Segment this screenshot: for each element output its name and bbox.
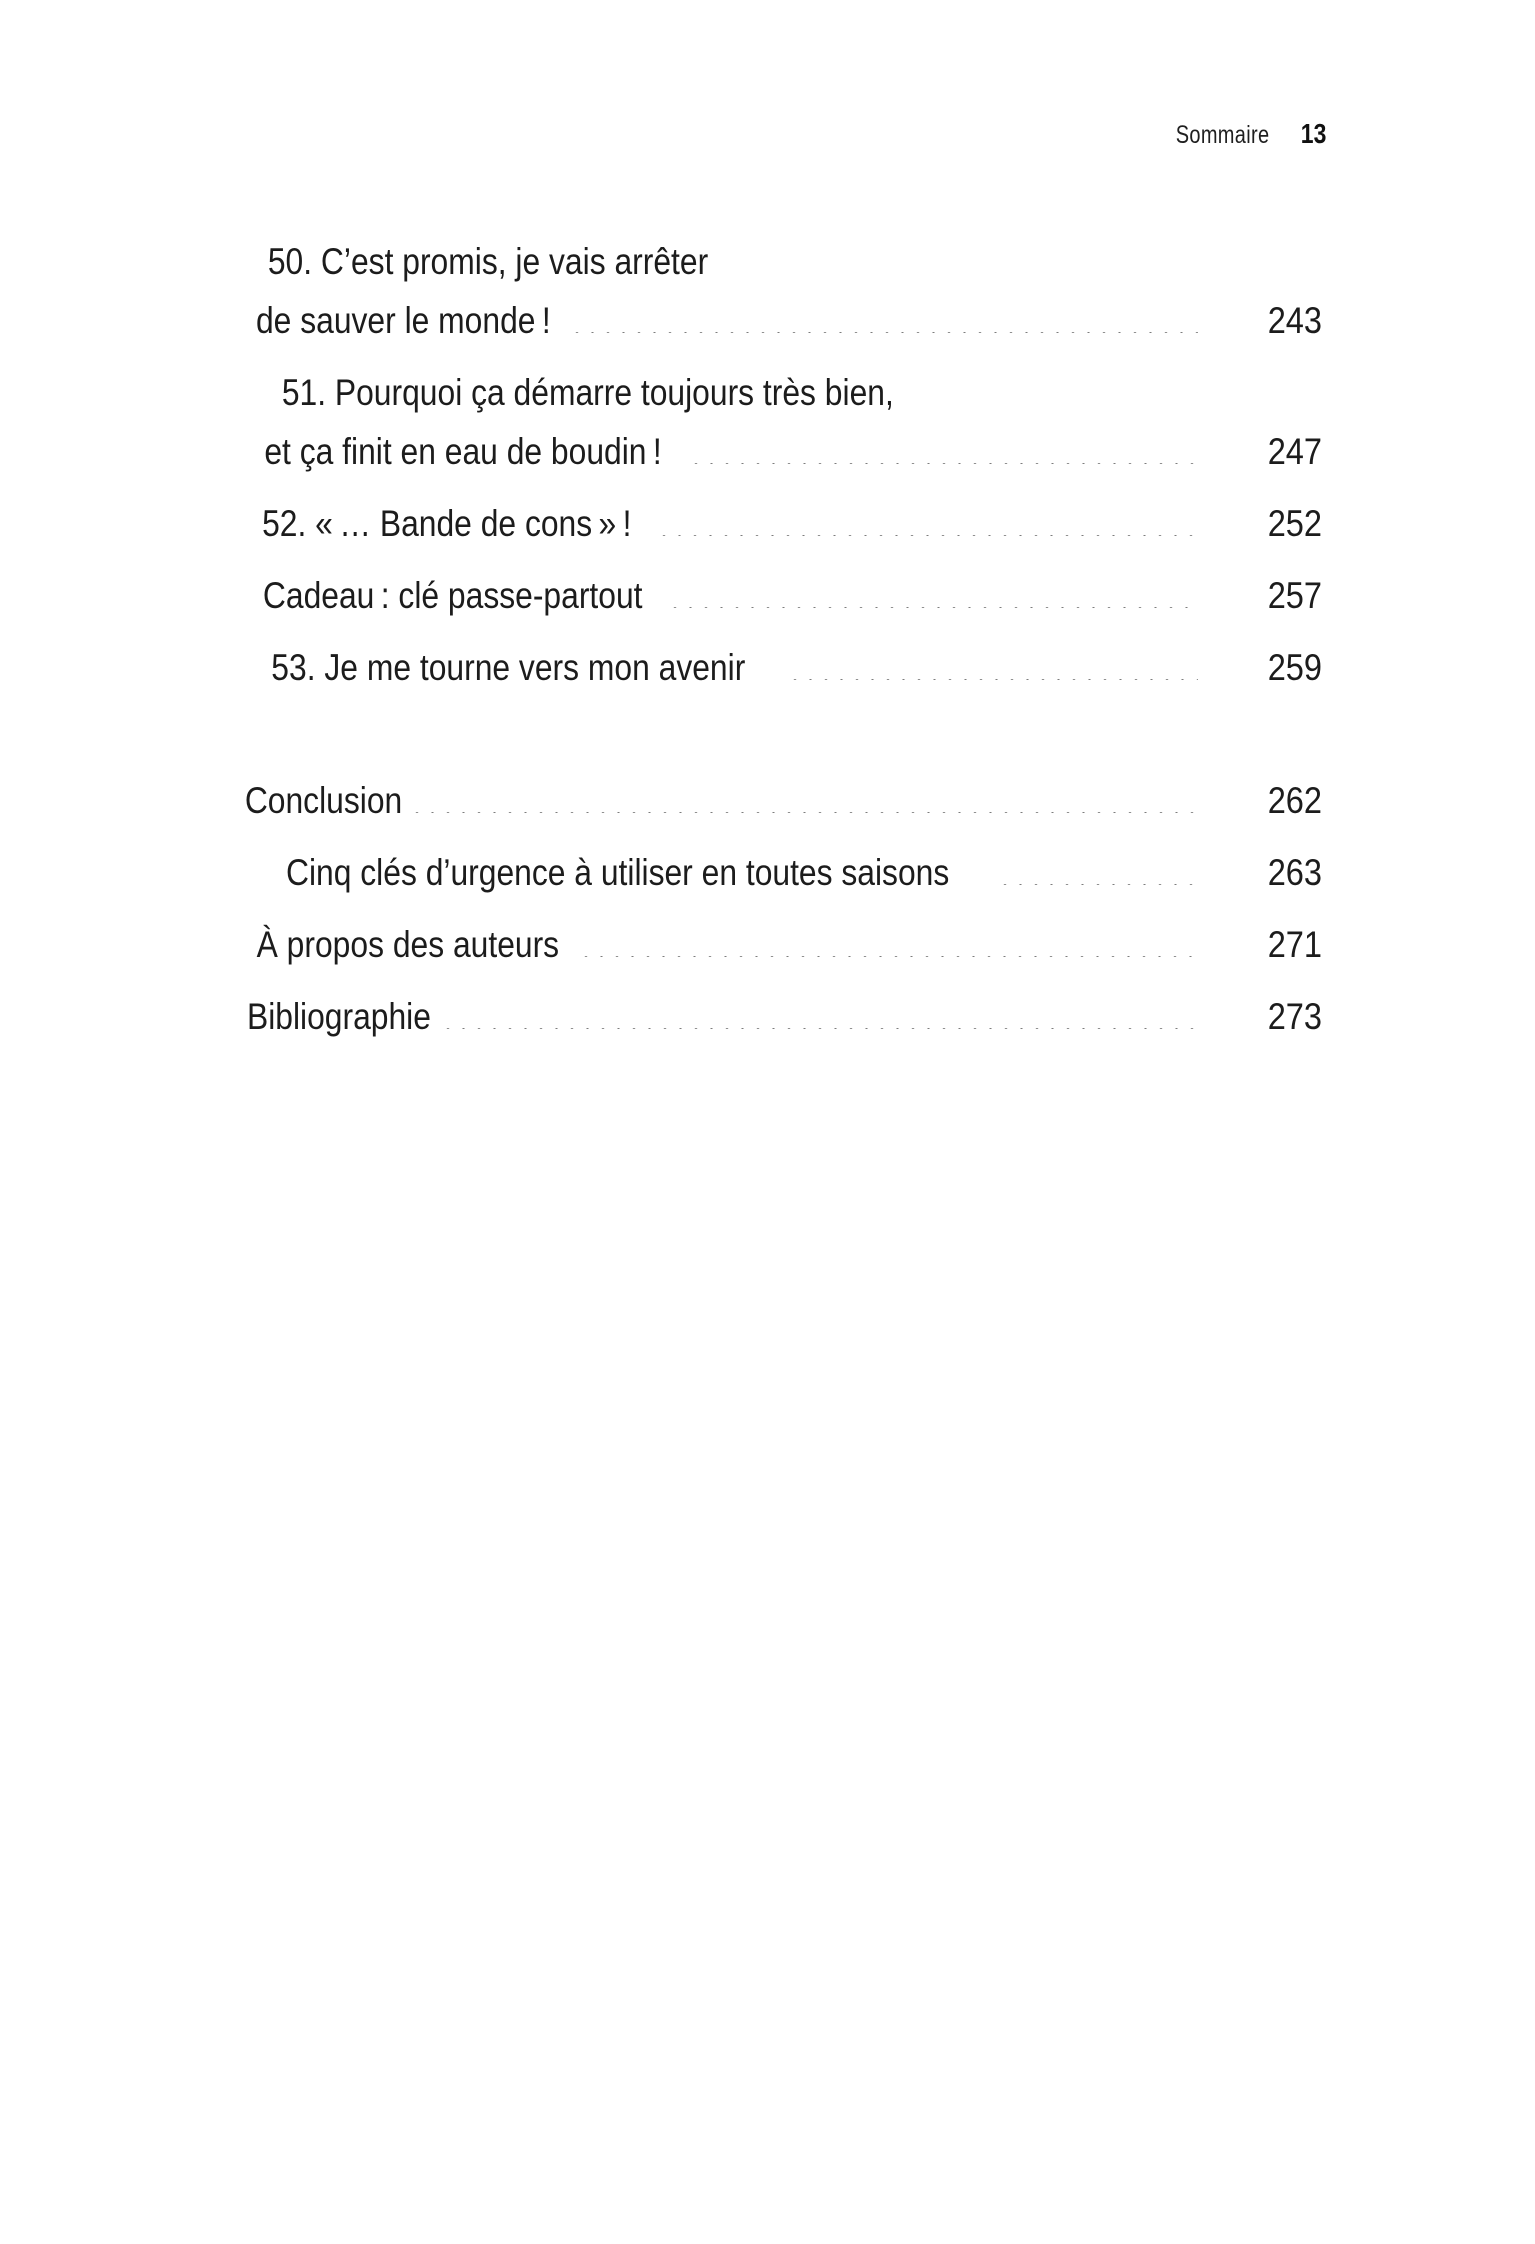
toc-entry-line-final — [232, 987, 1326, 1046]
toc-entry[interactable] — [232, 771, 1326, 830]
toc-entry-page-number-text: 252 — [1267, 503, 1323, 544]
dot-leader — [446, 1028, 1216, 1029]
toc-entry-label: Conclusion — [244, 780, 403, 821]
toc-entry-page-number — [1216, 771, 1326, 830]
toc-entry[interactable] — [232, 232, 1326, 350]
toc-entry-page-number — [1216, 566, 1326, 625]
toc-entry-label: 50. C’est promis, je vais arrêter — [267, 241, 709, 282]
toc-entry-page-number-text: 247 — [1267, 431, 1323, 472]
dot-leader — [673, 607, 1216, 608]
toc-entry-label: de sauver le monde ! — [255, 300, 551, 341]
toc-group — [232, 232, 1326, 697]
toc-entry-label: et ça finit en eau de boudin ! — [264, 431, 662, 472]
dot-leader — [415, 812, 1216, 813]
toc-entry-page-number — [1216, 987, 1326, 1046]
toc-entry-page-number — [1216, 638, 1326, 697]
toc-entry-page-number-text: 263 — [1267, 852, 1323, 893]
dot-leader — [662, 535, 1216, 536]
toc-entry-line-final — [232, 291, 1326, 350]
toc-entry-page-number-text: 262 — [1267, 780, 1323, 821]
toc-entry[interactable] — [232, 363, 1326, 481]
toc-entry[interactable] — [232, 987, 1326, 1046]
toc-entry-page-number-text: 257 — [1267, 575, 1323, 616]
toc-entry-label: À propos des auteurs — [256, 924, 560, 965]
toc-entry-page-number — [1216, 843, 1326, 902]
dot-leader — [793, 679, 1216, 680]
toc-entry-page-number-text: 271 — [1267, 924, 1323, 965]
toc-entry[interactable] — [232, 638, 1326, 697]
toc-entry[interactable] — [232, 843, 1326, 902]
toc-entry-page-number — [1216, 915, 1326, 974]
toc-entry-page-number — [1216, 494, 1326, 553]
toc-entry-page-number-text: 243 — [1267, 300, 1323, 341]
toc-entry-page-number-text: 259 — [1267, 647, 1323, 688]
toc-entry-label: 51. Pourquoi ça démarre toujours très bien, — [281, 372, 894, 413]
running-header-section-name: Sommaire — [1175, 121, 1270, 149]
toc-entry-line-final — [232, 422, 1326, 481]
toc-entry[interactable] — [232, 494, 1326, 553]
toc-entry-label: 52. « … Bande de cons » ! — [262, 503, 632, 544]
toc-entry-line-final — [232, 843, 1326, 902]
toc-entry-line-final — [232, 494, 1326, 553]
toc-entry-line-final — [232, 915, 1326, 974]
toc-entry-line-final — [232, 638, 1326, 697]
toc-entry-page-number — [1216, 291, 1326, 350]
toc-entry[interactable] — [232, 566, 1326, 625]
toc-entry-label: Bibliographie — [246, 996, 431, 1037]
table-of-contents — [232, 232, 1326, 1046]
toc-entry-line-final — [232, 771, 1326, 830]
dot-leader — [694, 463, 1216, 464]
toc-entry-line-final — [232, 566, 1326, 625]
running-header-page-number: 13 — [1300, 118, 1327, 149]
toc-entry-page-number-text: 273 — [1267, 996, 1323, 1037]
toc-entry-line-wrapped — [232, 363, 1326, 422]
running-header — [1164, 118, 1329, 150]
toc-entry-label: Cinq clés d’urgence à utiliser en toutes saisons — [285, 852, 950, 893]
toc-entry[interactable] — [232, 915, 1326, 974]
toc-group — [232, 771, 1326, 1046]
toc-entry-line-wrapped — [232, 232, 1326, 291]
dot-leader — [584, 956, 1216, 957]
dot-leader — [575, 332, 1216, 333]
toc-entry-label: Cadeau : clé passe-partout — [262, 575, 643, 616]
toc-entry-page-number — [1216, 422, 1326, 481]
dot-leader — [1003, 884, 1216, 885]
toc-entry-label: 53. Je me tourne vers mon avenir — [271, 647, 755, 688]
